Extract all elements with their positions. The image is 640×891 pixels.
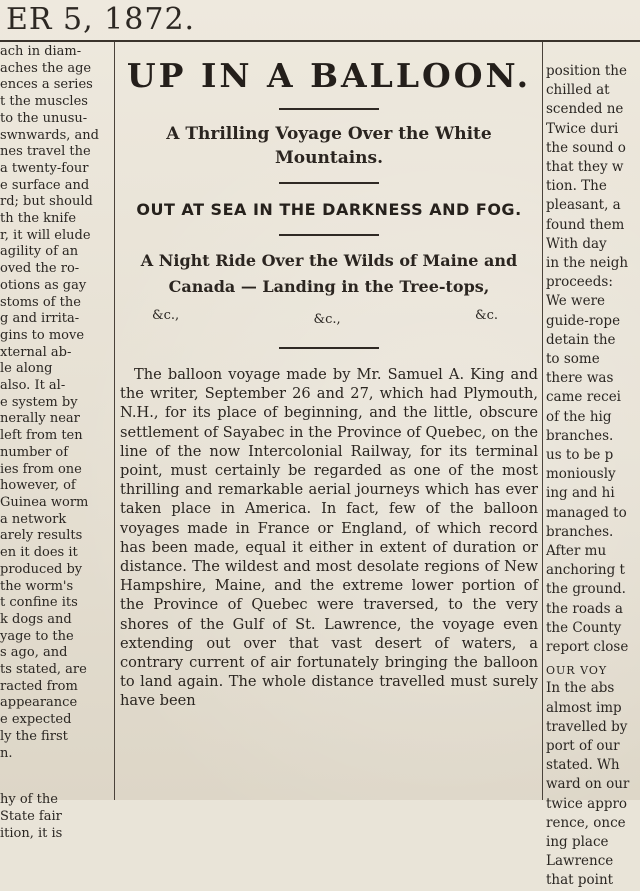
column-text-line: stoms of the <box>0 294 81 310</box>
column-text-line: e expected <box>0 712 72 728</box>
column-text-line: nes travel the <box>0 144 91 160</box>
dateline-bar <box>0 0 640 42</box>
column-text-line: ences a series <box>0 77 93 93</box>
column-text-line: aches the age <box>0 60 92 76</box>
column-text-line: came recei <box>546 389 622 406</box>
deck-subhead-3: A Night Ride Over the Wilds of Maine and Canada — Landing in the Tree-tops, <box>140 251 518 296</box>
column-text-line: the worm's <box>0 578 74 594</box>
column-text-line: en it does it <box>0 545 78 561</box>
column-text-line: ies from one <box>0 461 82 477</box>
column-text-line: e surface and <box>0 177 90 193</box>
divider <box>279 234 379 236</box>
column-text-line: swnwards, and <box>0 127 99 143</box>
column-text-line: there was <box>546 370 614 387</box>
deck-subhead-2: OUT AT SEA IN THE DARKNESS AND FOG. <box>136 200 522 219</box>
column-text-line: detain the <box>546 331 616 348</box>
column-text-line: le along <box>0 361 53 377</box>
column-text-line: ing place <box>546 833 609 850</box>
column-text-line: that point <box>546 872 614 889</box>
column-text-line: of the hig <box>546 408 612 425</box>
column-text-line: rence, once <box>546 814 626 831</box>
column-text-line: stated. Wh <box>546 757 620 774</box>
column-text-line: proceeds: <box>546 274 613 291</box>
right-column-subhead: OUR VOY <box>546 664 608 678</box>
column-text-line: tion. The <box>546 178 607 195</box>
column-text-line: hy of the <box>0 792 58 808</box>
column-text-line: chilled at <box>546 82 610 99</box>
column-text-line: found them <box>546 216 625 233</box>
column-text-line: g and irrita- <box>0 311 80 327</box>
column-text-line: a network <box>0 511 67 527</box>
column-text-line: e system by <box>0 394 78 410</box>
column-text-line: left from ten <box>0 428 83 444</box>
column-text-line: that they w <box>546 159 624 176</box>
column-text-line: State fair <box>0 808 62 824</box>
column-text-line: xternal ab- <box>0 344 72 360</box>
column-text-line: moniously <box>546 466 616 483</box>
etc-mark: &c., <box>152 308 180 323</box>
column-text-line: appearance <box>0 695 78 711</box>
column-text-line: guide-rope <box>546 312 621 329</box>
column-text-line: s ago, and <box>0 645 68 661</box>
column-text-line: scended ne <box>546 101 624 118</box>
column-text-line: us to be p <box>546 447 614 464</box>
right-column-text-continued <box>546 679 640 890</box>
column-text-line: number of <box>0 444 69 460</box>
column-text-line: a twenty-four <box>0 160 89 176</box>
column-text-line: managed to <box>546 504 627 521</box>
column-text-line: Twice duri <box>546 120 619 137</box>
column-text-line: rd; but should <box>0 194 93 210</box>
right-column <box>546 62 640 889</box>
etc-mark: &c., <box>313 312 341 327</box>
column-text-line: With day <box>546 235 607 252</box>
column-text-line: the County <box>546 619 622 636</box>
column-text-line: otions as gay <box>0 277 87 293</box>
article-body: The balloon voyage made by Mr. Samuel A. King and the writer, September 26 and 27, which had Plymouth, N.H., for its place of beginning, and the little, obscure settlement of Sayabec in the Province of Quebec, on the line of the now Intercolonial Railway, for its terminal point, must certainly be regarded as one of the most thrilling and remarkable aerial journeys which has ever taken place in America. In fact, few of the balloon voyages made in France or England, of which record has been made, equal it either in extent of duration or distance. The wildest and most desolate regions of New Hampshire, Maine, and the extreme lower portion of the Province of Quebec were traversed, to the very shores of the Gulf of St. Lawrence, the voyage even extending out over that vast desert of waters, a contrary current of air fortunately bringing the balloon to land again. The whole distance travelled must surely have been <box>120 366 538 710</box>
article <box>118 44 540 800</box>
column-text-line: Lawrence <box>546 853 614 870</box>
column-text-line: to some <box>546 351 600 368</box>
column-text-line: in the neigh <box>546 255 629 272</box>
column-text-line: ing and hi <box>546 485 615 502</box>
column-text-line: We were <box>546 293 606 310</box>
column-text-line: th the knife <box>0 211 77 227</box>
column-text-line: the ground. <box>546 581 626 598</box>
etc-line <box>118 308 540 327</box>
column-text-line: nerally near <box>0 411 80 427</box>
column-text-line: k dogs and <box>0 611 72 627</box>
column-text-line: ition, it is <box>0 825 63 841</box>
right-column-text <box>546 62 640 657</box>
left-column-text-continued <box>0 792 112 842</box>
column-rule-left <box>114 42 115 800</box>
column-text-line: r, it will elude <box>0 227 91 243</box>
column-text-line: oved the ro- <box>0 261 80 277</box>
column-text-line: to the unusu- <box>0 110 88 126</box>
column-text-line: report close <box>546 639 629 656</box>
column-text-line: almost imp <box>546 699 622 716</box>
column-text-line: the roads a <box>546 600 623 617</box>
column-text-line: branches. <box>546 427 614 444</box>
divider <box>279 182 379 184</box>
column-text-line: t confine its <box>0 595 78 611</box>
column-text-line: travelled by <box>546 718 628 735</box>
column-text-line: ward on our <box>546 776 630 793</box>
column-text-line: arely results <box>0 528 83 544</box>
left-column <box>0 44 112 841</box>
column-text-line: n. <box>0 745 13 761</box>
etc-mark: &c. <box>475 308 498 323</box>
column-text-line: the sound o <box>546 139 626 156</box>
column-text-line: gins to move <box>0 327 85 343</box>
column-text-line: After mu <box>546 543 607 560</box>
column-text-line: Guinea worm <box>0 494 89 510</box>
column-text-line: yage to the <box>0 628 74 644</box>
divider <box>279 347 379 349</box>
column-text-line: port of our <box>546 737 620 754</box>
column-text-line: In the abs <box>546 680 615 697</box>
column-text-line: anchoring t <box>546 562 625 579</box>
column-text-line: however, of <box>0 478 76 494</box>
column-text-line: racted from <box>0 678 78 694</box>
column-text-line: ts stated, are <box>0 662 87 678</box>
column-text-line: position the <box>546 63 627 79</box>
column-text-line: also. It al- <box>0 378 66 394</box>
column-text-line: agility of an <box>0 244 79 260</box>
column-text-line: branches. <box>546 523 614 540</box>
headline: UP IN A BALLOON. <box>126 56 532 95</box>
column-text-line: twice appro <box>546 795 628 812</box>
left-column-text <box>0 44 112 762</box>
deck-subhead-1: A Thrilling Voyage Over the White Mountains. <box>166 124 492 168</box>
column-text-line: ly the first <box>0 728 68 744</box>
column-text-line: ach in diam- <box>0 44 82 59</box>
column-rule-right <box>542 42 543 800</box>
column-text-line: produced by <box>0 561 83 577</box>
dateline: ER 5, 1872. <box>6 2 196 37</box>
column-text-line: t the muscles <box>0 94 88 110</box>
divider <box>279 108 379 110</box>
column-text-line: pleasant, a <box>546 197 621 214</box>
